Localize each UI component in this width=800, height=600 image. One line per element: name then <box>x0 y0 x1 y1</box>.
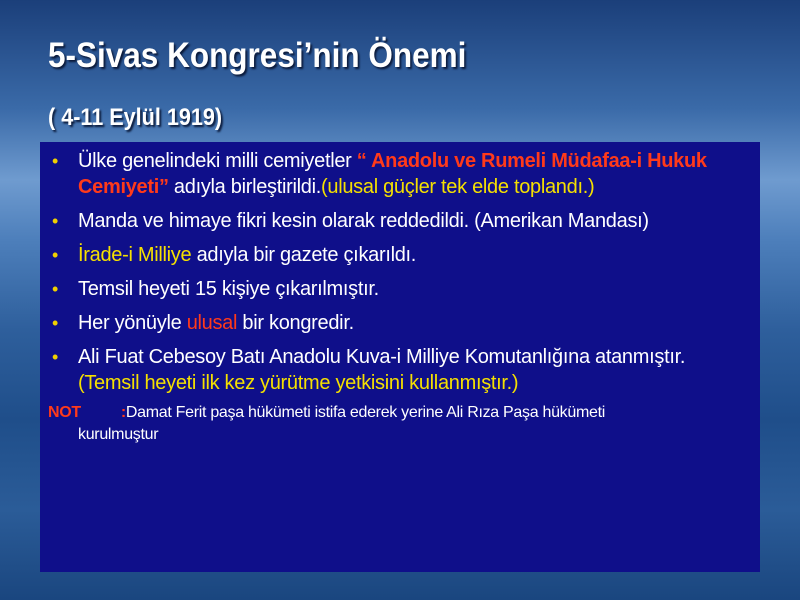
bullet-2-text: Manda ve himaye fikri kesin olarak reddedildi. (Amerikan Mandası) <box>78 210 649 232</box>
bullet-5-text: Her yönüyle <box>78 312 187 334</box>
bullet-6-note: (Temsil heyeti ilk kez yürütme yetkisini kullanmıştır.) <box>78 372 519 394</box>
bullet-3-text: adıyla bir gazete çıkarıldı. <box>191 244 417 266</box>
bullet-1-highlight: “ Anadolu ve Rumeli Müdafaa-i Hukuk Cemiyeti” <box>78 150 707 198</box>
slide-subtitle: ( 4-11 Eylül 1919) <box>48 104 223 131</box>
bullet-icon: • <box>52 211 59 231</box>
bullet-5-text-cont: bir kongredir. <box>237 312 354 334</box>
bullet-item-3 <box>48 242 746 268</box>
bullet-1-text: Ülke genelindeki milli cemiyetler <box>78 150 357 172</box>
bullet-item-5 <box>48 310 746 336</box>
bullet-icon: • <box>52 347 59 367</box>
content-box <box>40 142 760 572</box>
bullet-1-note: (ulusal güçler tek elde toplandı.) <box>321 176 595 198</box>
bullet-icon: • <box>52 245 59 265</box>
bullet-5-highlight: ulusal <box>186 312 238 334</box>
bullet-1-text-cont: adıyla birleştirildi. <box>168 176 322 198</box>
bullet-item-6 <box>48 344 746 396</box>
slide-title: 5-Sivas Kongresi’nin Önemi <box>48 36 467 75</box>
bullet-item-1 <box>48 148 746 200</box>
bullet-3-highlight: İrade-i Milliye <box>78 244 192 266</box>
bullet-item-2 <box>48 208 746 234</box>
note <box>48 402 746 446</box>
note-colon: : <box>120 404 126 421</box>
bullet-icon: • <box>52 151 59 171</box>
bullet-icon: • <box>52 313 59 333</box>
note-text-line1: Damat Ferit paşa hükümeti istifa ederek yerine Ali Rıza Paşa hükümeti <box>125 404 605 421</box>
bullet-item-4 <box>48 276 746 302</box>
note-label: NOT <box>48 404 81 421</box>
bullet-list <box>48 148 746 396</box>
bullet-icon: • <box>52 279 59 299</box>
note-text-line2: kurulmuştur <box>78 426 159 443</box>
bullet-4-text: Temsil heyeti 15 kişiye çıkarılmıştır. <box>78 278 379 300</box>
bullet-6-text: Ali Fuat Cebesoy Batı Anadolu Kuva-i Milliye Komutanlığına atanmıştır. <box>78 346 686 368</box>
